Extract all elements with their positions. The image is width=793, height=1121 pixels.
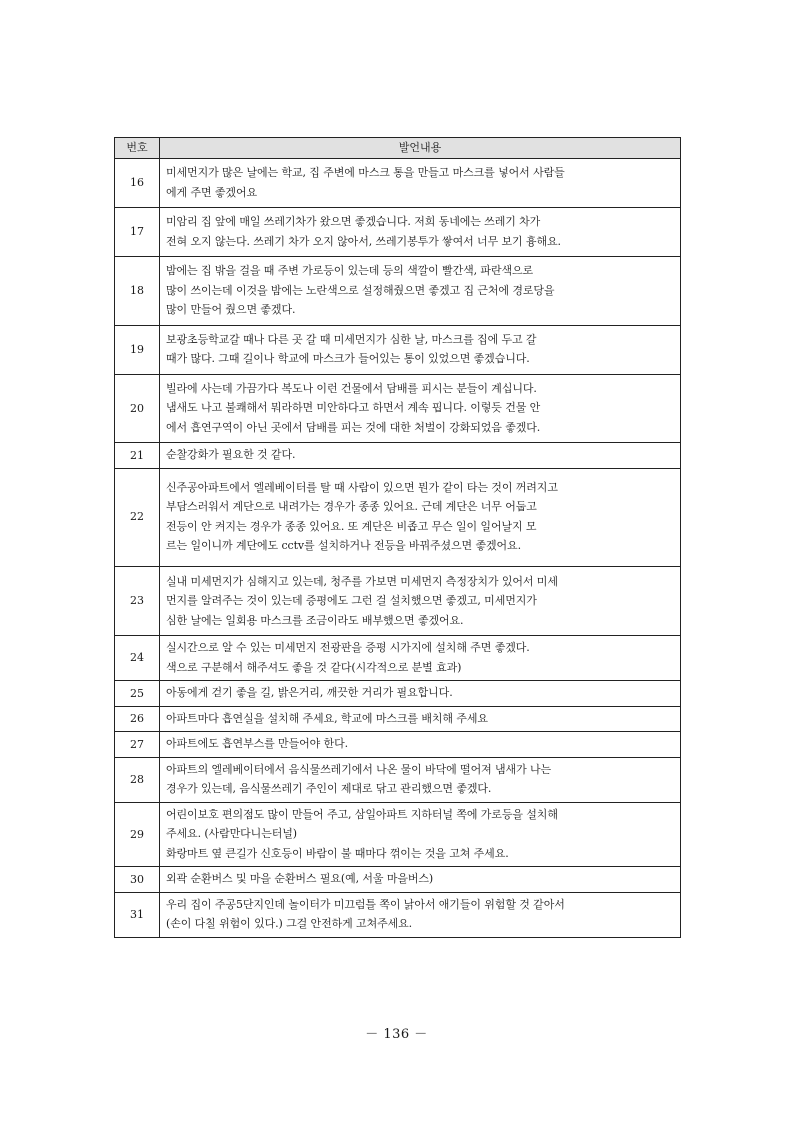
content-line: 밤에는 집 밖을 걸을 때 주변 가로등이 있는데 등의 색깔이 빨간색, 파란색으로 [166, 264, 534, 277]
content-line: 외곽 순환버스 및 마을 순환버스 필요(예, 서울 마을버스) [166, 872, 434, 885]
content-line: 냄새도 나고 불쾌해서 뭐라하면 미안하다고 하면서 계속 핍니다. 이렇듯 건물 안 [166, 401, 541, 414]
table-row [115, 566, 681, 636]
content-line: 아동에게 걷기 좋을 길, 밝은거리, 깨끗한 거리가 필요합니다. [166, 686, 453, 699]
content-line: 빌라에 사는데 가끔가다 복도나 이런 건물에서 담배를 피시는 분들이 계십니다. [166, 381, 537, 395]
row-number: 19 [115, 325, 160, 374]
content-line: 에게 주면 좋겠어요 [166, 185, 258, 199]
content-line: 많이 쓰이는데 이것을 밤에는 노란색으로 설정해줬으면 좋겠고 집 근처에 경로당을 [166, 283, 555, 297]
table-row [115, 892, 681, 937]
row-content [160, 892, 681, 937]
row-content [160, 802, 681, 867]
row-content [160, 867, 681, 893]
content-line: 많이 만들어 줬으면 좋겠다. [166, 303, 296, 316]
row-content [160, 681, 681, 707]
table-row [115, 257, 681, 326]
content-line: 에서 흡연구역이 아닌 곳에서 담배를 피는 것에 대한 처벌이 강화되었음 좋겠다. [166, 420, 541, 434]
row-content [160, 636, 681, 681]
table-row [115, 159, 681, 208]
content-line: 전혀 오지 않는다. 쓰레기 차가 오지 않아서, 쓰레기봉투가 쌓여서 너무 보기 흉해요. [166, 234, 561, 248]
page-number: － 136 － [365, 1027, 428, 1042]
row-content [160, 325, 681, 374]
content-line: 미암리 집 앞에 매일 쓰레기차가 왔으면 좋겠습니다. 저희 동네에는 쓰레기 차가 [166, 215, 541, 228]
row-content [160, 757, 681, 802]
content-line: 어린이보호 편의점도 많이 만들어 주고, 삼일아파트 지하터널 쪽에 가로등을 설치해 [166, 807, 558, 821]
row-number: 21 [115, 443, 160, 469]
content-line: 화랑마트 옆 큰길가 신호등이 바람이 불 때마다 꺾이는 것을 고쳐 주세요. [166, 846, 509, 860]
row-content [160, 208, 681, 257]
table-row [115, 802, 681, 867]
row-number: 30 [115, 867, 160, 893]
table-row [115, 325, 681, 374]
content-line: (손이 다칠 위험이 있다.) 그걸 안전하게 고쳐주세요. [166, 917, 413, 930]
table-row [115, 867, 681, 893]
content-line: 아파트마다 흡연실을 설치해 주세요, 학교에 마스크를 배치해 주세요 [166, 711, 488, 725]
content-line: 아파트에도 흡연부스를 만들어야 한다. [166, 737, 349, 750]
row-content [160, 257, 681, 326]
table-body [115, 159, 681, 938]
row-number: 24 [115, 636, 160, 681]
row-number: 25 [115, 681, 160, 707]
content-line: 주세요. (사람만다니는터널) [166, 827, 297, 840]
content-line: 르는 일이니까 계단에도 cctv를 설치하거나 전등을 바꿔주셨으면 좋겠어요. [166, 539, 521, 552]
table-header-row [115, 138, 681, 159]
table-row [115, 208, 681, 257]
row-number: 29 [115, 802, 160, 867]
row-number: 23 [115, 566, 160, 636]
row-content [160, 706, 681, 732]
row-content [160, 566, 681, 636]
table-row [115, 468, 681, 566]
row-number: 16 [115, 159, 160, 208]
content-line: 전등이 안 켜지는 경우가 종종 있어요. 또 계단은 비좁고 무슨 일이 일어날지 모 [166, 519, 537, 533]
content-line: 순찰강화가 필요한 것 같다. [166, 448, 296, 461]
content-line: 경우가 있는데, 음식물쓰레기 주인이 제대로 닦고 관리했으면 좋겠다. [166, 782, 492, 795]
row-number: 22 [115, 468, 160, 566]
content-line: 색으로 구분해서 해주셔도 좋을 것 같다(시각적으로 분별 효과) [166, 660, 462, 674]
row-content [160, 159, 681, 208]
table-row [115, 706, 681, 732]
table-row [115, 681, 681, 707]
row-number: 26 [115, 706, 160, 732]
row-number: 20 [115, 374, 160, 443]
table-row [115, 732, 681, 758]
row-content [160, 374, 681, 443]
row-content [160, 443, 681, 469]
content-line: 부담스러워서 계단으로 내려가는 경우가 종종 있어요. 근데 계단은 너무 어둡고 [166, 500, 537, 513]
content-line: 심한 날에는 일회용 마스크를 조금이라도 배부했으면 좋겠어요. [166, 613, 464, 627]
row-content [160, 468, 681, 566]
content-line: 아파트의 엘레베이터에서 음식물쓰레기에서 나온 물이 바닥에 떨어져 냄새가 나는 [166, 762, 552, 776]
speech-content-table [114, 137, 681, 938]
content-line: 신주공아파트에서 엘레베이터를 탈 때 사람이 있으면 뭔가 같이 타는 것이 꺼려지고 [166, 480, 558, 494]
content-line: 때가 많다. 그때 길이나 학교에 마스크가 들어있는 통이 있었으면 좋겠습니다. [166, 352, 530, 365]
row-content [160, 732, 681, 758]
content-line: 실내 미세먼지가 심해지고 있는데, 청주를 가보면 미세먼지 측정장치가 있어서 미세 [166, 574, 558, 588]
content-line: 실시간으로 알 수 있는 미세먼지 전광판을 증평 시가지에 설치해 주면 좋겠다. [166, 641, 530, 654]
content-line: 우리 집이 주공5단지인데 놀이터가 미끄럼틀 쪽이 낡아서 애기들이 위험할 것 같아서 [166, 897, 565, 911]
content-line: 보광초등학교갈 때나 다른 곳 갈 때 미세먼지가 심한 날, 마스크를 집에 두고 갈 [166, 332, 537, 346]
row-number: 28 [115, 757, 160, 802]
table-row [115, 636, 681, 681]
table-row [115, 374, 681, 443]
content-line: 먼지를 알려주는 것이 있는데 증평에도 그런 걸 설치했으면 좋겠고, 미세먼지가 [166, 594, 537, 607]
header-content: 발언내용 [160, 138, 681, 159]
table-row [115, 757, 681, 802]
header-number: 번호 [115, 138, 160, 159]
row-number: 18 [115, 257, 160, 326]
row-number: 31 [115, 892, 160, 937]
content-line: 미세먼지가 많은 날에는 학교, 집 주변에 마스크 통을 만들고 마스크를 넣어서 사람들 [166, 166, 565, 179]
row-number: 27 [115, 732, 160, 758]
table-row [115, 443, 681, 469]
row-number: 17 [115, 208, 160, 257]
